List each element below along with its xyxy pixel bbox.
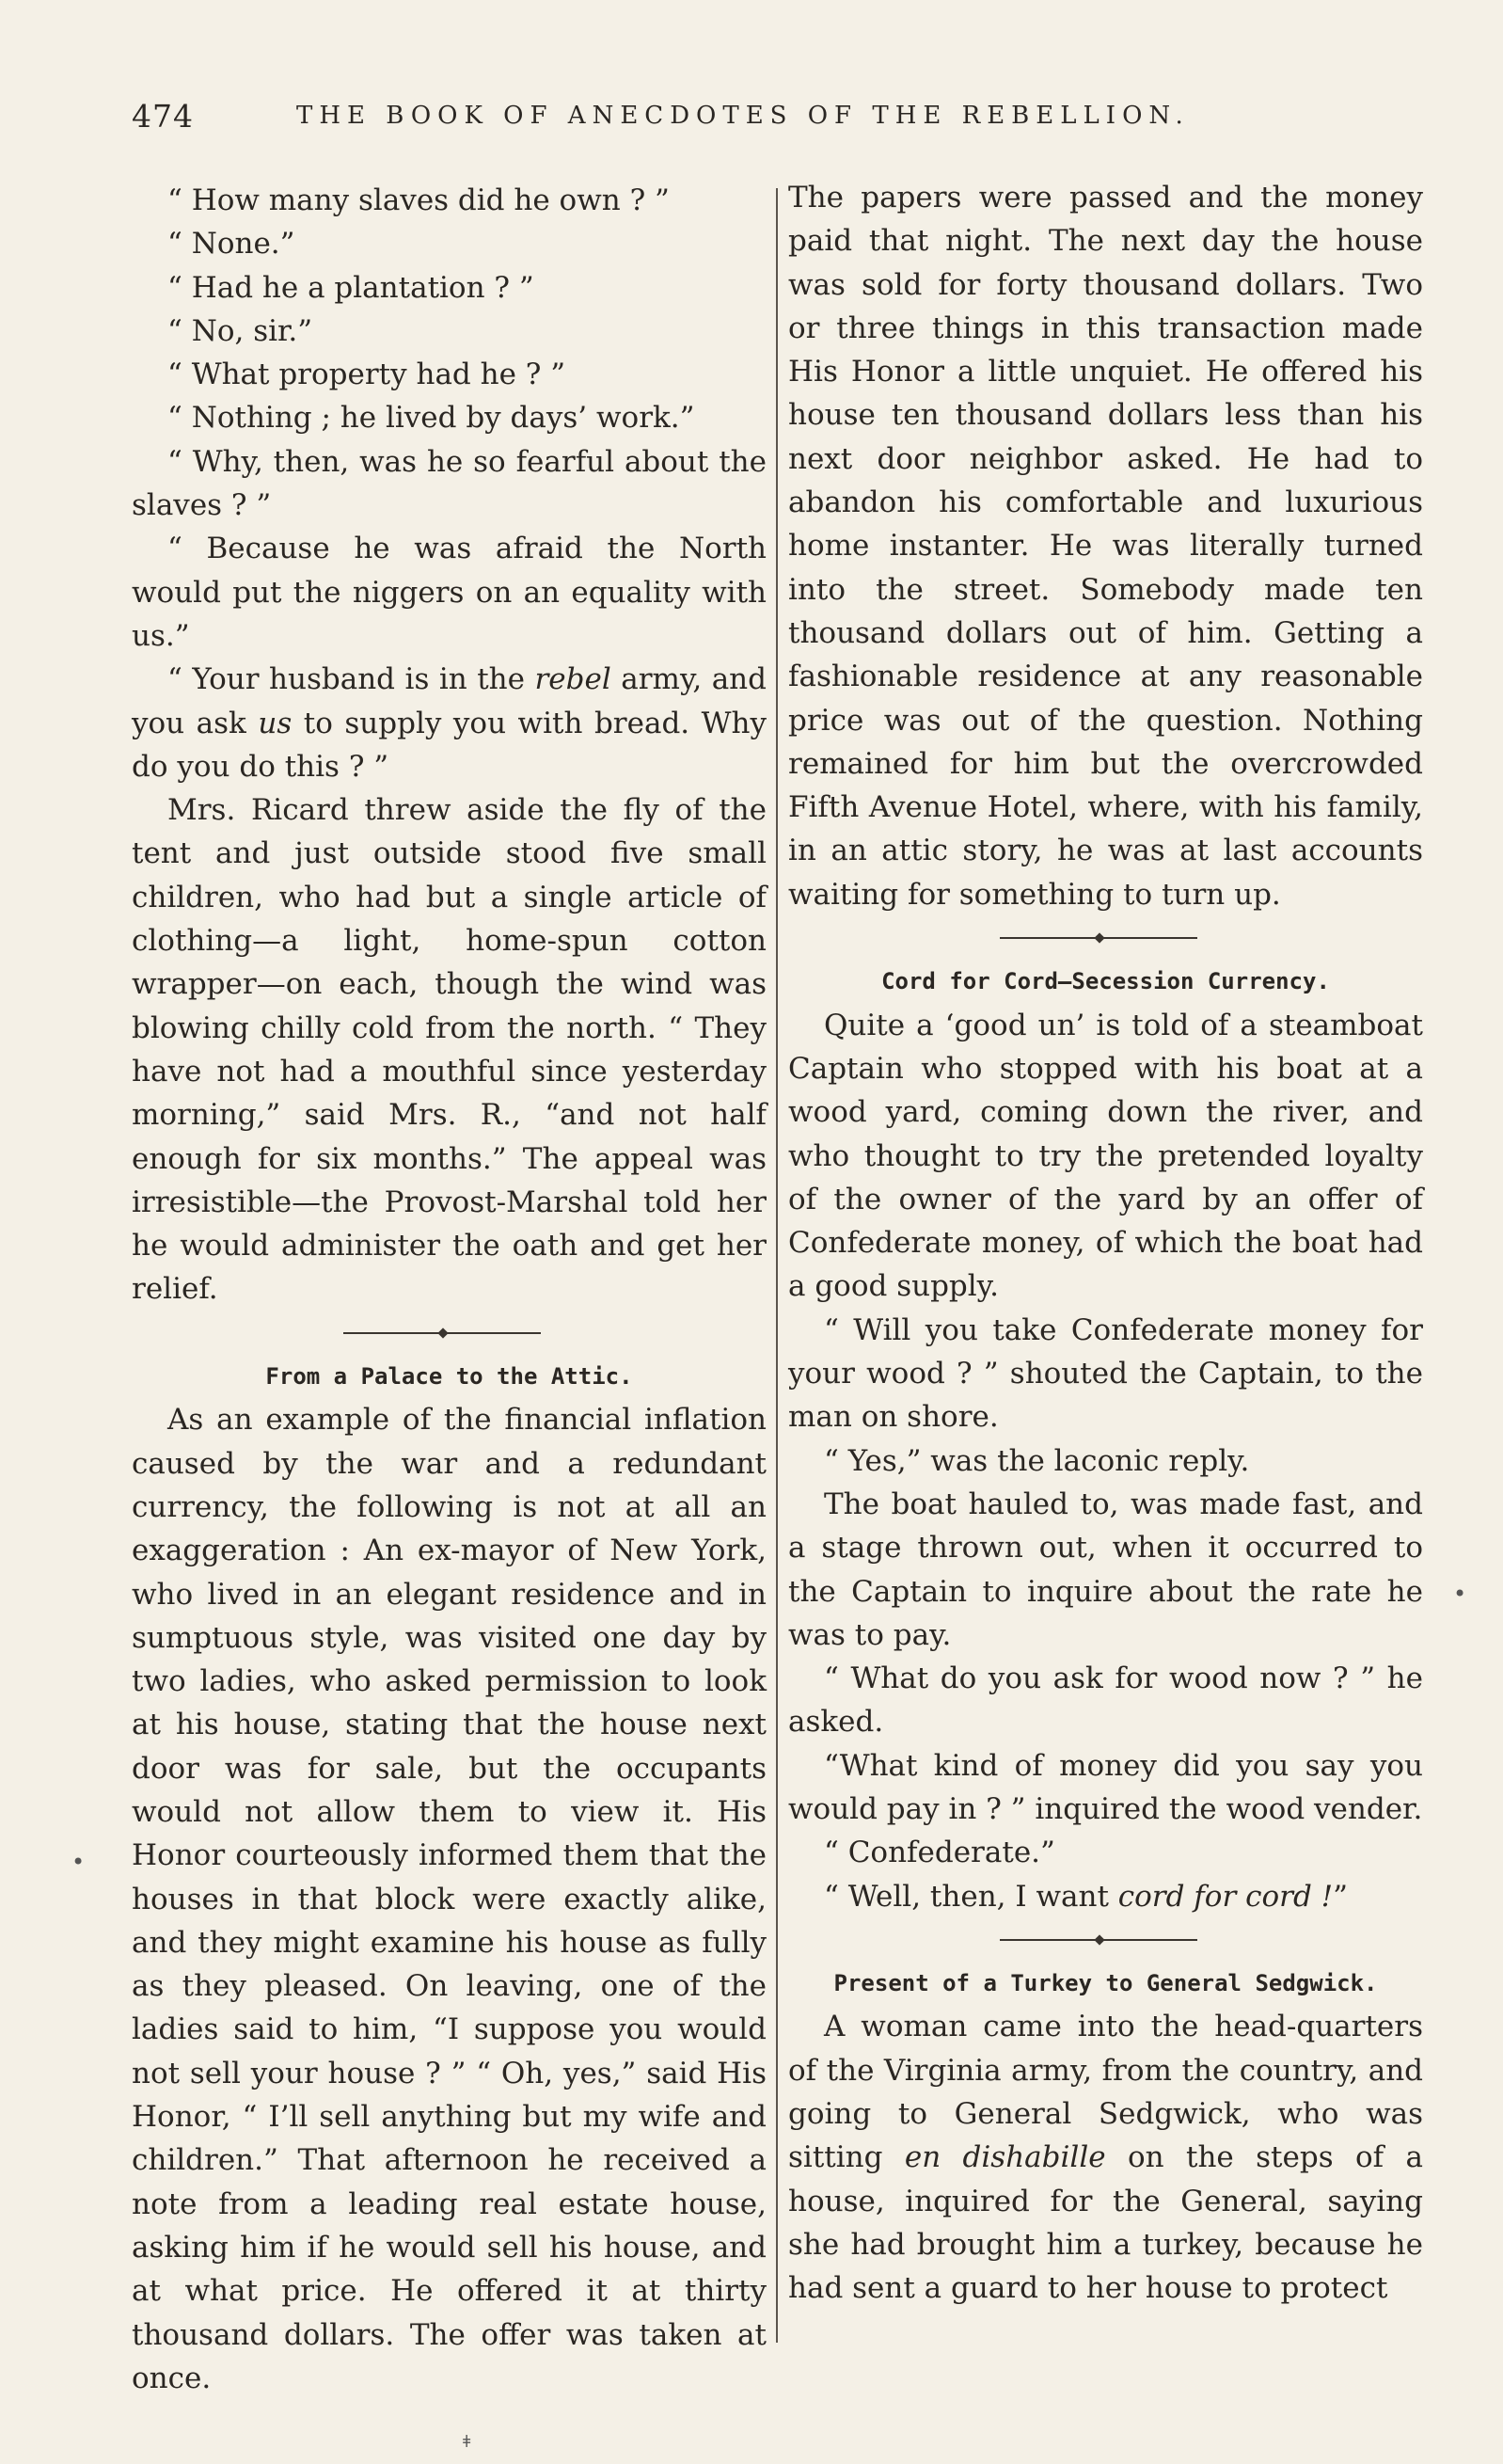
text-run: to supply you with bread. Why do you do this ? ” (132, 706, 767, 784)
dialogue-line: “ Because he was afraid the North would put the niggers on an equality with us.” (132, 532, 767, 653)
paragraph: “ What do you ask for wood now ? ” he asked. (788, 1661, 1423, 1740)
dialogue-line: “ Had he a plantation ? ” (167, 270, 534, 305)
page-header (132, 98, 1430, 135)
italic-run: rebel (534, 662, 611, 697)
text-run: army, and you ask (132, 662, 767, 740)
paragraph (788, 1875, 1423, 1918)
left-column (132, 179, 767, 2400)
section-title: Cord for Cord—Secession Currency. (881, 968, 1330, 995)
italic-run: cord for cord ! (1117, 1879, 1334, 1914)
paragraph: Quite a ‘good un’ is told of a steamboat Captain who stopped with his boat at a wood yard, coming down the river, and who thought to try the pretended loyalty of the owner of the yard by an offer of Confederate money, of which the boat had a good supply. (788, 1008, 1423, 1304)
paragraph: “ Will you take Confederate money for your wood ? ” shouted the Captain, to the man on shore. (788, 1312, 1423, 1435)
paragraph: “What kind of money did you say you would pay in ? ” inquired the wood vender. (788, 1748, 1423, 1826)
text-run: “ Your husband is in the (167, 662, 535, 697)
text-run: A woman came into the head-quarters of the Virginia army, from the country, and going to General Sedgwick, who was sitting (788, 2010, 1423, 2175)
paragraph: “ Yes,” was the laconic reply. (824, 1443, 1250, 1478)
italic-run: us (258, 706, 293, 740)
dialogue-line: “ None.” (167, 227, 295, 262)
paragraph: “ Confederate.” (824, 1836, 1055, 1870)
text-run: ” (1333, 1879, 1348, 1914)
section-divider (788, 916, 1423, 960)
paragraph: As an example of the financial inflation caused by the war and a redundant currency, the following is not at all an exaggeration : An ex-mayor of New York, who lived in an elegant residence and in sumptuous style, was visited one day by two ladies, who asked permission to look at his house, stating that the house next door was for sale, but the occupants would not allow them to view it. His Honor courteously informed them that the houses in that block were exactly alike, and they might examine his house as fully as they pleased. On leaving, one of the ladies said to him, “I suppose you would not sell your house ? ” “ Oh, yes,” said His Honor, “ I’ll sell anything but my wife and children.” That afternoon he received a note from a leading real estate house, asking him if he would sell his house, and at what price. He offered it at thirty thousand dollars. The offer was taken at once. (132, 1403, 767, 2395)
running-title: THE BOOK OF ANECDOTES OF THE REBELLION. (296, 102, 1190, 130)
dialogue-line (132, 658, 767, 788)
right-column (788, 176, 1423, 2311)
paragraph: Mrs. Ricard threw aside the fly of the tent and just outside stood five small children, who had but a single article of clothing—a light, home-spun cotton wrapper—on each, though the wind was blowing chilly cold from the north. “ They have not had a mouthful since yesterday morning,” said Mrs. R., “and not half enough for six months.” The appeal was irresistible—the Provost-Marshal told her he would administer the oath and get her relief. (132, 793, 767, 1307)
column-rule (776, 188, 778, 2343)
dialogue-line: “ Nothing ; he lived by days’ work.” (167, 401, 695, 436)
section-title: From a Palace to the Attic. (265, 1363, 633, 1391)
page-number: 474 (132, 98, 194, 135)
text-run: “ Well, then, I want (824, 1879, 1118, 1914)
paragraph (788, 2005, 1423, 2310)
bottom-mark: ǂ (463, 2432, 471, 2452)
paragraph: The boat hauled to, was made fast, and a stage thrown out, when it occurred to the Captain to inquire about the rate he was to pay. (788, 1486, 1423, 1652)
margin-mark: • (71, 1849, 86, 1875)
dialogue-line: “ No, sir.” (167, 313, 313, 348)
section-divider (788, 1918, 1423, 1962)
dialogue-line: “ How many slaves did he own ? ” (167, 183, 670, 217)
paragraph: The papers were passed and the money paid that night. The next day the house was sold for forty thousand dollars. Two or three things in this transaction made His Honor a little unquiet. He offered his house ten thousand dollars less than his next door neighbor asked. He had to abandon his comfortable and luxurious home instanter. He was literally turned into the street. Somebody made ten thousand dollars out of him. Getting a fashionable residence at any reasonable price was out of the question. Nothing remained for him but the overcrowded Fifth Avenue Hotel, where, with his family, in an attic story, he was at last accounts waiting for something to turn up. (788, 181, 1423, 912)
dialogue-line: “ Why, then, was he so fearful about the slaves ? ” (132, 444, 767, 523)
section-divider (132, 1311, 767, 1355)
section-title: Present of a Turkey to General Sedgwick. (833, 1970, 1378, 1997)
italic-run: en dishabille (904, 2140, 1106, 2175)
dialogue-line: “ What property had he ? ” (167, 358, 566, 392)
text-run: on the steps of a house, inquired for the General, saying she had brought him a turkey, because he had sent a guard to her house to protect (788, 2140, 1423, 2306)
margin-mark: • (1453, 1581, 1467, 1607)
